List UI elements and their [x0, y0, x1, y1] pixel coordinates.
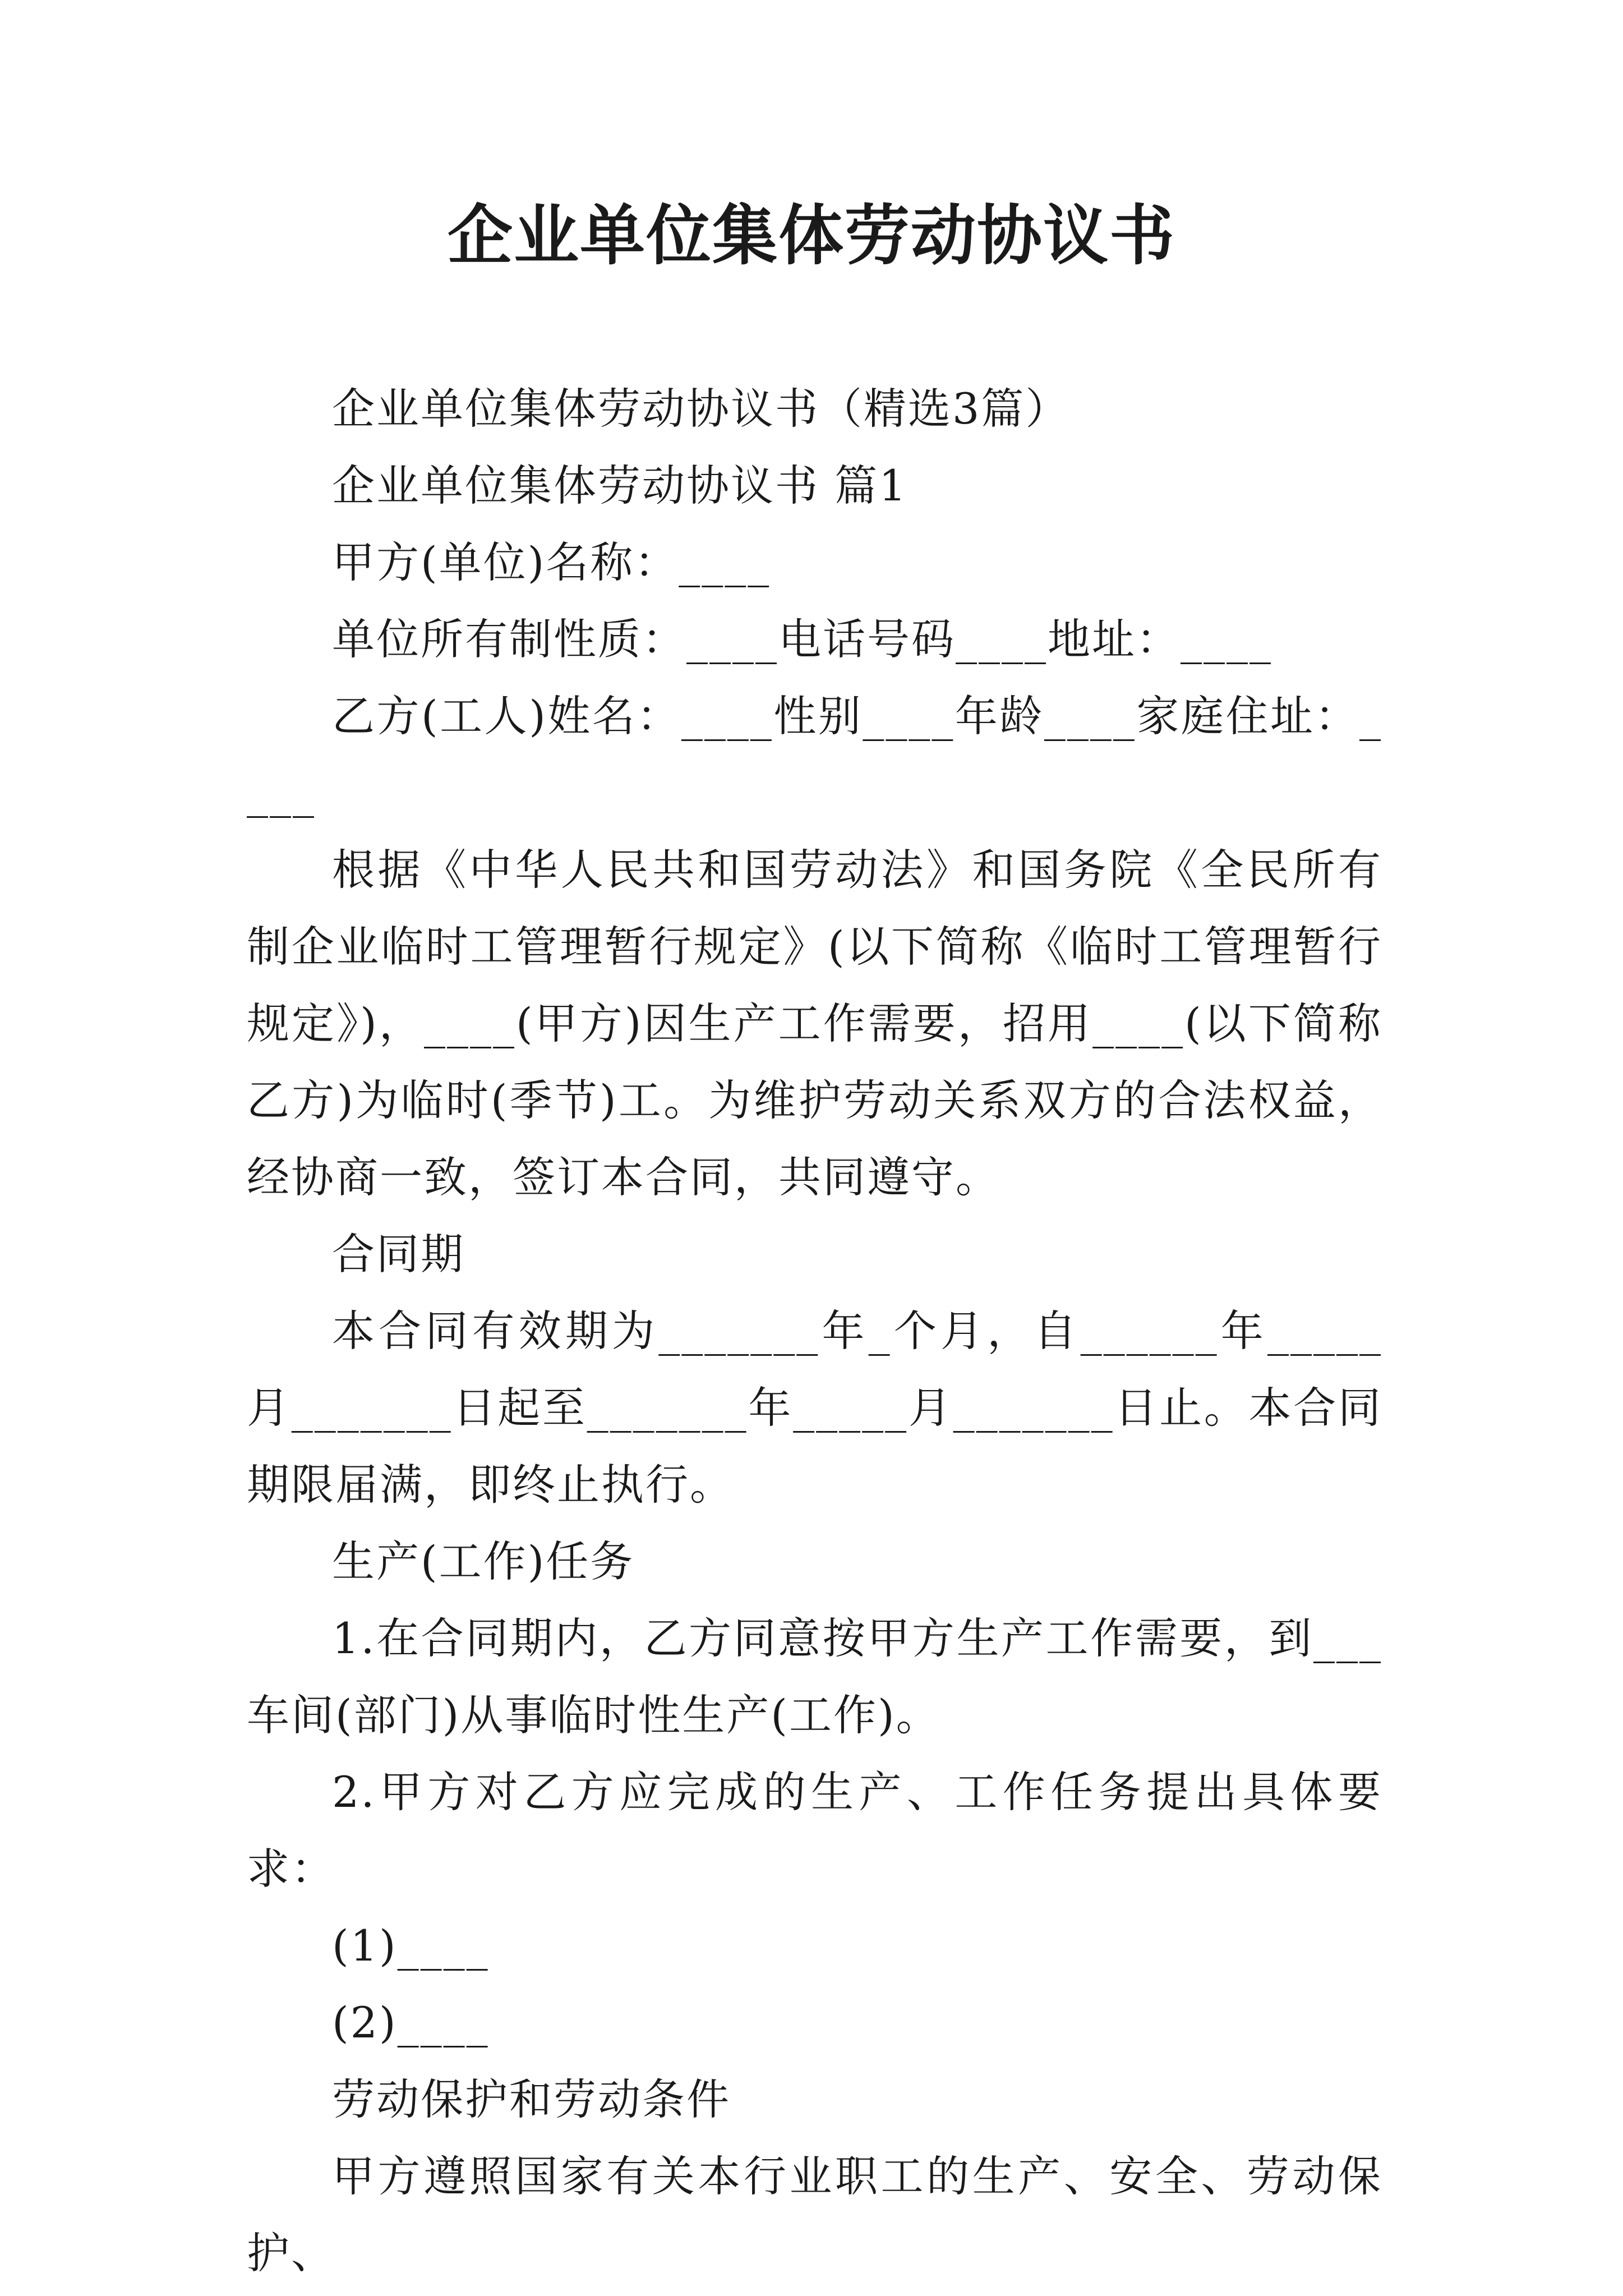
work-task-item-1: 1.在合同期内，乙方同意按甲方生产工作需要，到___车间(部门)从事临时性生产(工作)。	[247, 1613, 1382, 1740]
contract-term-paragraph: 本合同有效期为_______年_个月，自______年_____月_______日起至_______年_____月_______日止。本合同期限届满，即终止执行。	[247, 1306, 1382, 1510]
labor-protection-paragraph: 甲方遵照国家有关本行业职工的生产、安全、劳动保护、	[247, 2151, 1382, 2278]
section-heading: 企业单位集体劳动协议书 篇1	[332, 461, 908, 510]
document-body	[247, 370, 1382, 2292]
work-task-item-2: 2.甲方对乙方应完成的生产、工作任务提出具体要求：	[247, 1767, 1382, 1894]
work-task-heading: 生产(工作)任务	[332, 1536, 635, 1586]
requirement-item-1: (1)____	[332, 1921, 490, 1971]
requirement-item-2: (2)____	[332, 1998, 490, 2047]
party-a-details-line: 单位所有制性质：____电话号码____地址：____	[332, 614, 1272, 664]
contract-term-heading: 合同期	[332, 1229, 465, 1279]
subtitle-paragraph: 企业单位集体劳动协议书（精选3篇）	[332, 384, 1070, 434]
preamble-paragraph: 根据《中华人民共和国劳动法》和国务院《全民所有制企业临时工管理暂行规定》(以下简称《临时工管理暂行规定》)，____(甲方)因生产工作需要，招用____(以下简称乙方)为临时(季节)工。为维护劳动关系双方的合法权益，经协商一致，签订本合同，共同遵守。	[247, 845, 1382, 1202]
party-a-name-line: 甲方(单位)名称：____	[332, 537, 771, 587]
party-b-details-line: 乙方(工人)姓名：____性别____年龄____家庭住址：____	[247, 691, 1382, 818]
document-title: 企业单位集体劳动协议书	[448, 197, 1175, 274]
labor-protection-heading: 劳动保护和劳动条件	[332, 2074, 731, 2124]
